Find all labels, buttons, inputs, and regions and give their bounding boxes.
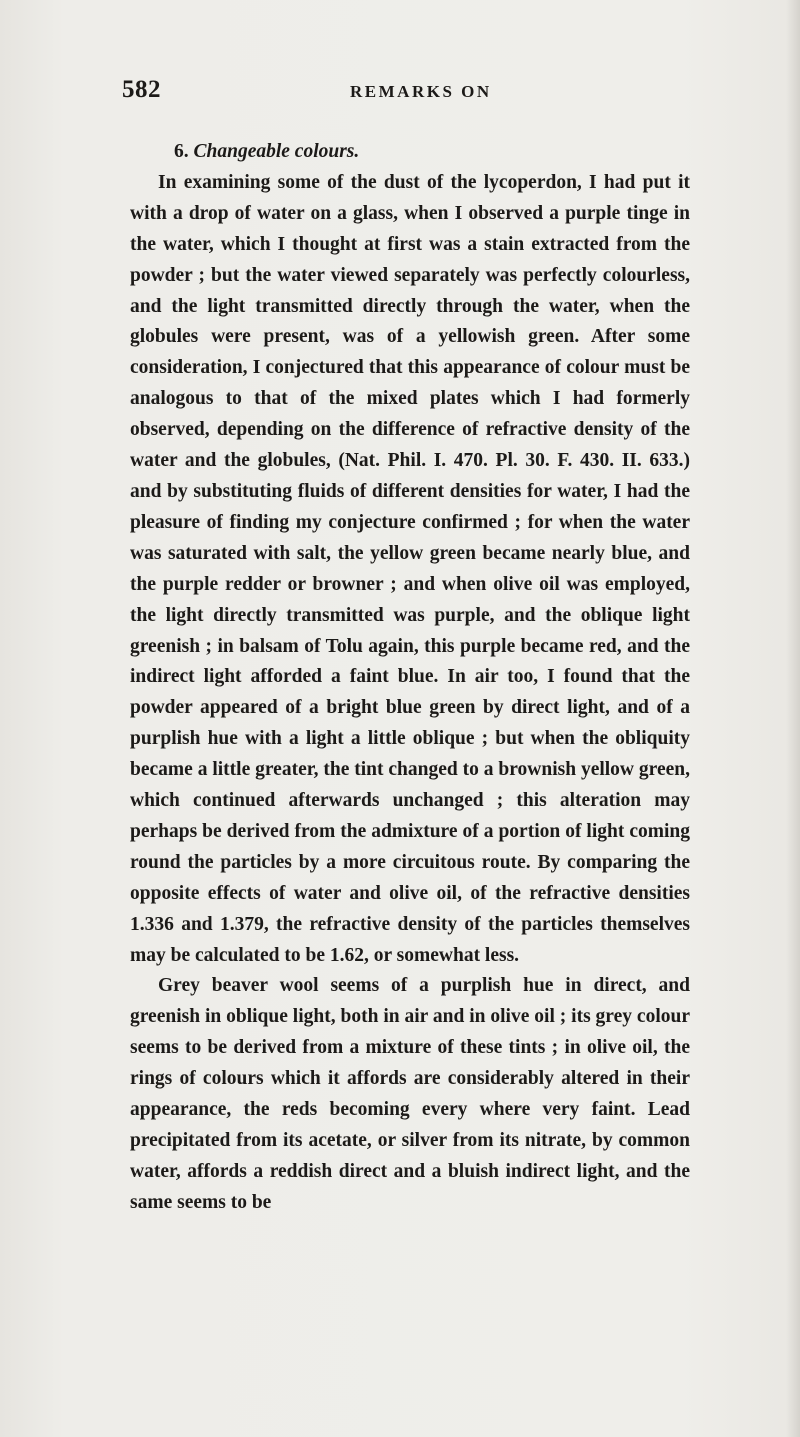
page-body bbox=[130, 137, 690, 1219]
section-number: 6. bbox=[174, 141, 189, 162]
paragraph-2: Grey beaver wool seems of a purplish hue in direct, and greenish in oblique light, both in air and in olive oil ; its grey colour seems to be derived from a mixture of these tints ; in olive oil, the rings of colours which it affords are considerably altered in their appearance, the reds becoming every where very faint. Lead precipitated from its acetate, or silver from its nitrate, by common water, affords a reddish direct and a bluish indirect light, and the same seems to be bbox=[130, 975, 690, 1213]
section-heading bbox=[174, 137, 690, 168]
page-edge-shadow bbox=[786, 0, 800, 1437]
page-number: 582 bbox=[122, 76, 161, 103]
running-head: REMARKS ON bbox=[350, 82, 492, 101]
paragraph-1: In examining some of the dust of the lycoperdon, I had put it with a drop of water on a glass, when I observed a purple tinge in the water, which I thought at first was a stain extracted from the powder ; but the water viewed separately was perfectly colourless, and the light transmitted directly through the water, when the globules were present, was of a yellowish green. After some consideration, I conjectured that this appearance of colour must be analogous to that of the mixed plates which I had formerly observed, depending on the difference of refractive density of the water and the globules, (Nat. Phil. I. 470. Pl. 30. F. 430. II. 633.) and by substituting fluids of different densities for water, I had the pleasure of finding my conjecture confirmed ; for when the water was saturated with salt, the yellow green became nearly blue, and the purple redder or browner ; and when olive oil was employed, the light directly transmitted was purple, and the oblique light greenish ; in balsam of Tolu again, this purple became red, and the indirect light afforded a faint blue. In air too, I found that the powder appeared of a bright blue green by direct light, and of a purplish hue with a light a little oblique ; but when the obliquity became a little greater, the tint changed to a brownish yellow green, which continued afterwards unchanged ; this alteration may perhaps be derived from the admixture of a portion of light coming round the particles by a more circuitous route. By comparing the opposite effects of water and olive oil, of the refractive densities 1.336 and 1.379, the refractive density of the particles themselves may be calculated to be 1.62, or somewhat less. bbox=[130, 171, 690, 966]
section-title: Changeable colours. bbox=[193, 141, 360, 162]
page-header bbox=[122, 74, 682, 114]
